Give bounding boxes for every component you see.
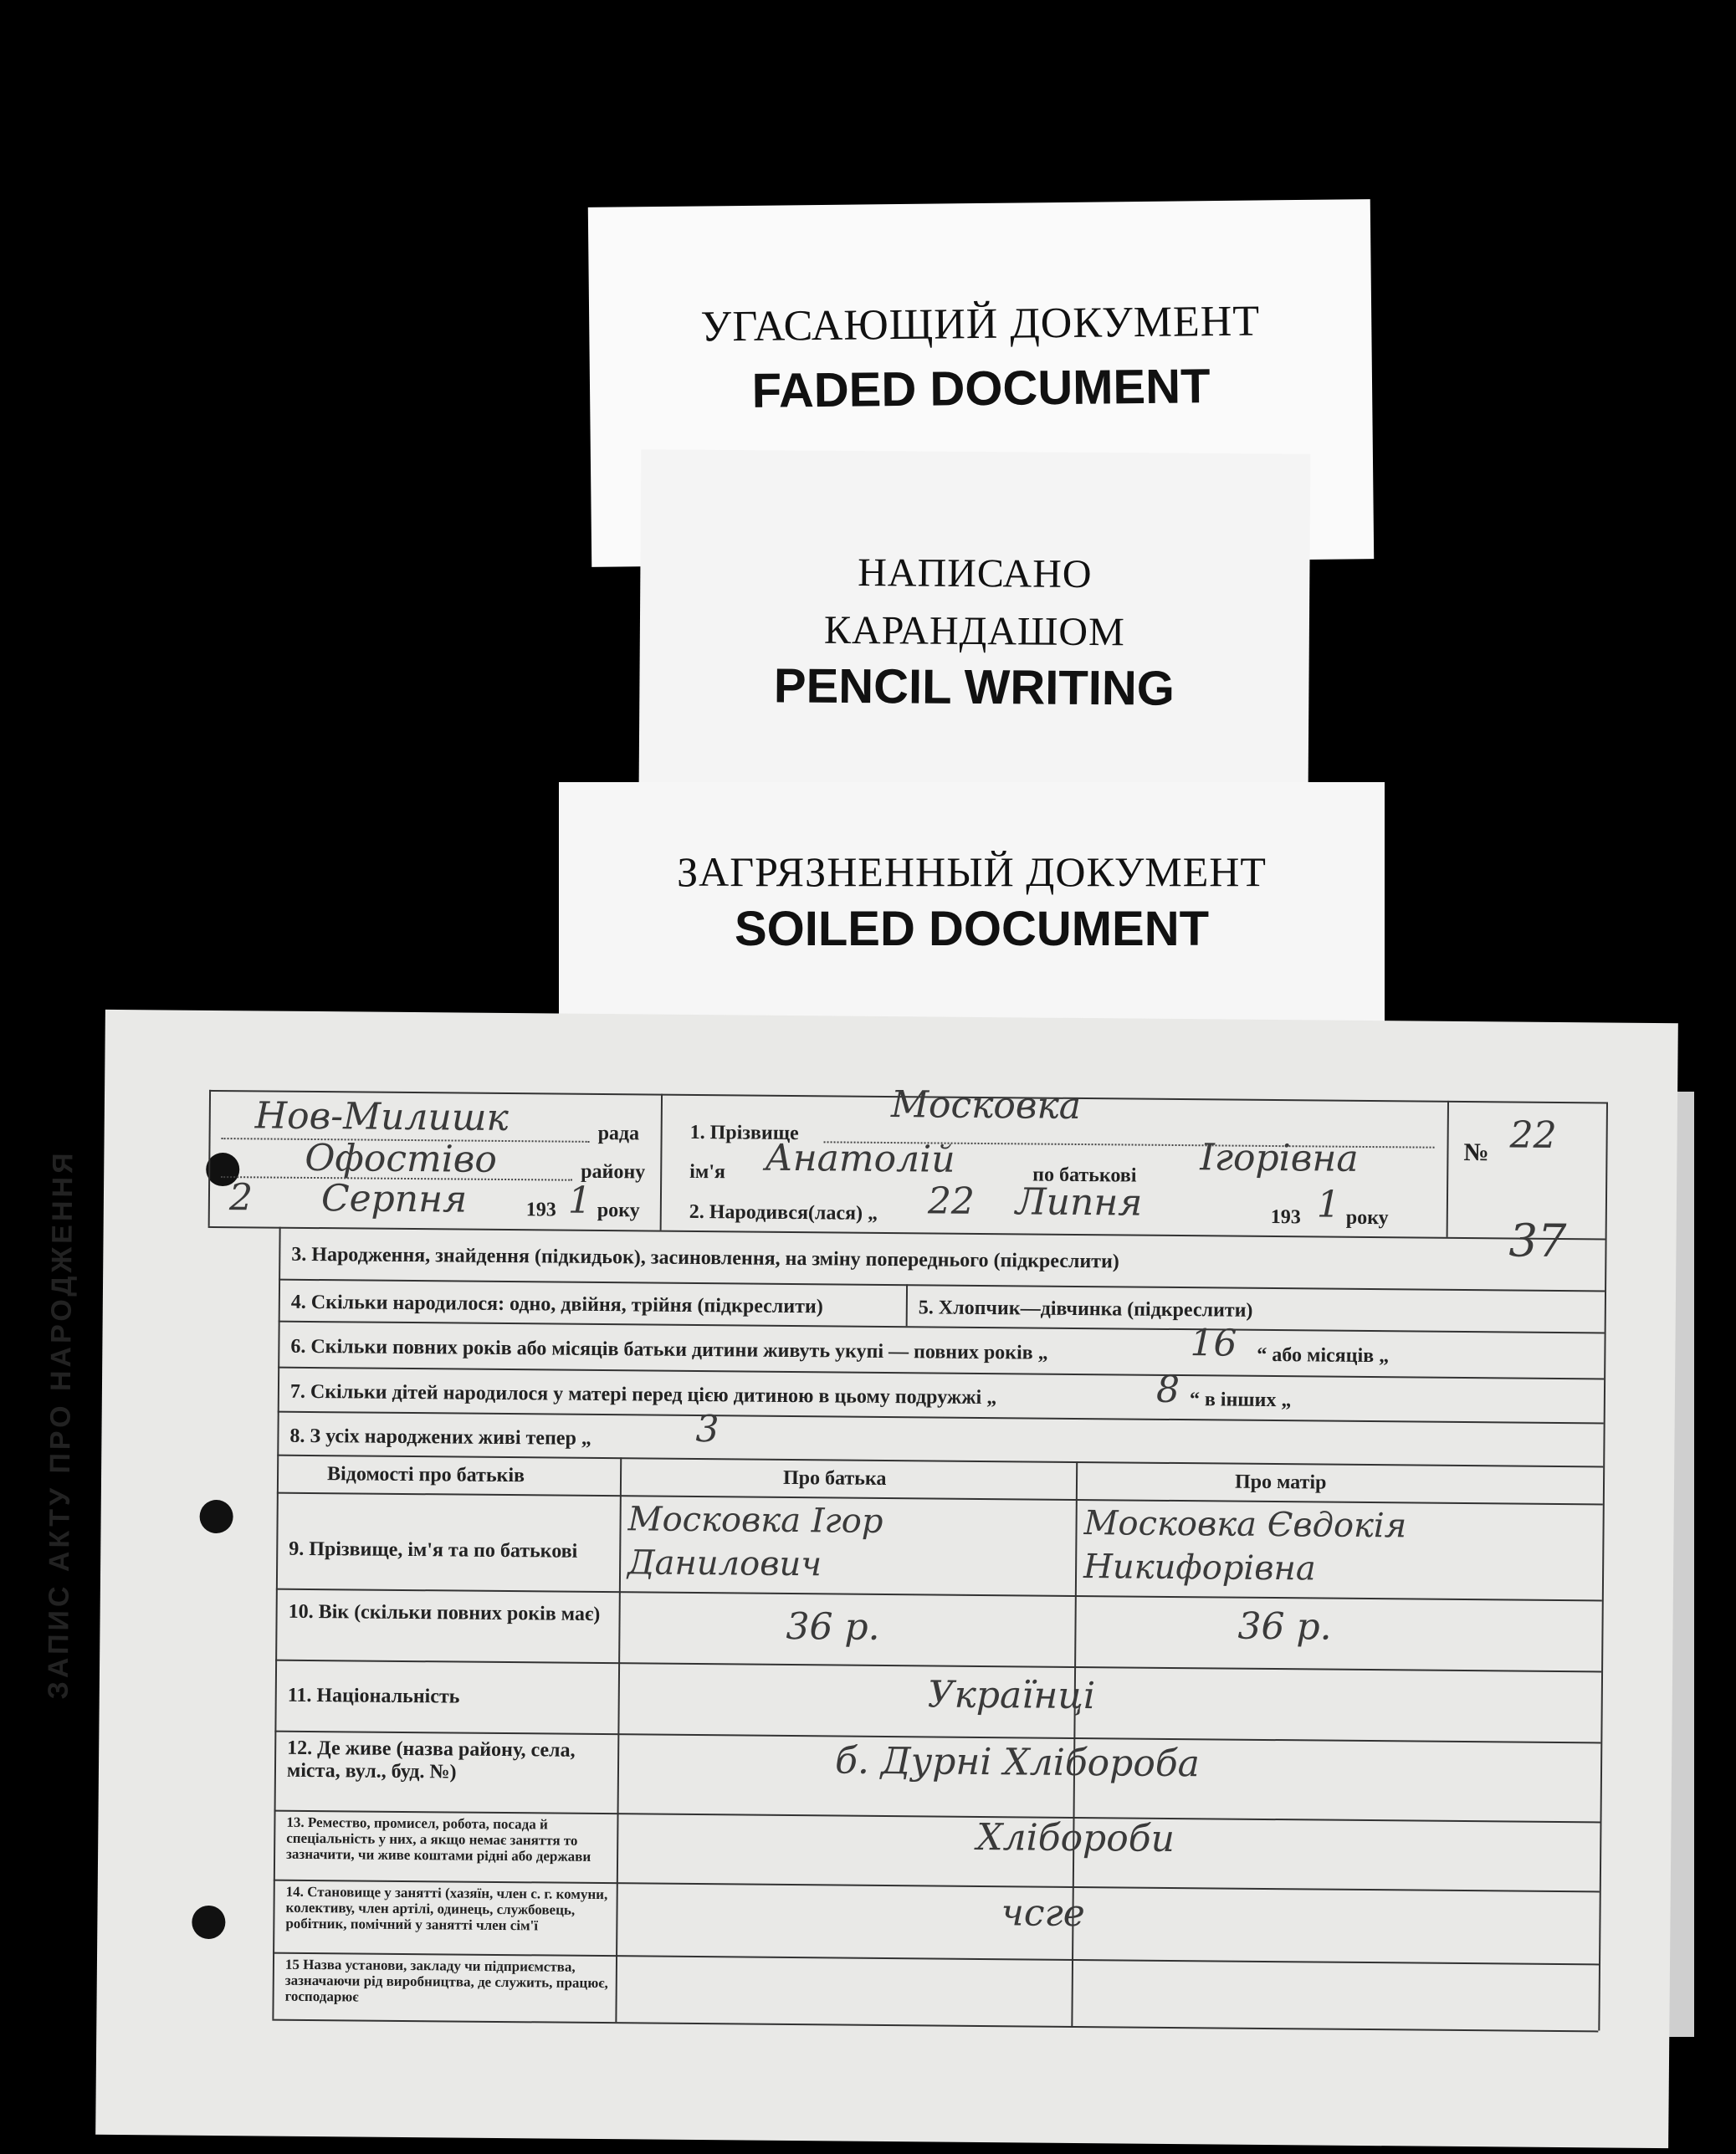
r9-father-handwritten: Московка Ігор Данилович (627, 1500, 883, 1584)
r10-label: 10. Вік (скільки повних років має) (288, 1600, 601, 1626)
raion-label: району (581, 1160, 646, 1184)
born-roku-label: року (1345, 1206, 1389, 1230)
row4-divider (906, 1284, 908, 1326)
row3-line (279, 1279, 1605, 1292)
row7-text: 7. Скільки дітей народилося у матері перед цією дитиною в цьому подружжі „ (289, 1380, 997, 1410)
born-year-label: 193 (1270, 1205, 1301, 1229)
side-title: ЗАПИС АКТУ ПРО НАРОДЖЕННЯ (42, 1149, 79, 1700)
birth-year-handwritten: 1 (1316, 1183, 1341, 1226)
col-father-header: Про батька (782, 1466, 887, 1490)
col-info-header: Відомості про батьків (326, 1463, 525, 1487)
born-label: 2. Народився(лася) „ (689, 1200, 878, 1225)
month-handwritten: Серпня (320, 1177, 468, 1221)
soiled-en-label: SOILED DOCUMENT (734, 902, 1210, 956)
day-handwritten: 2 (228, 1176, 253, 1220)
row6-line (278, 1367, 1604, 1380)
faded-ru-label: УГАСАЮЩИЙ ДОКУМЕНТ (700, 297, 1261, 351)
roku-label: року (597, 1199, 640, 1222)
surname-label: 1. Прізвище (689, 1121, 799, 1145)
raion-handwritten: Офостіво (305, 1136, 498, 1181)
row5-text: 5. Хлопчик—дівчинка (підкреслити) (918, 1297, 1253, 1322)
soiled-ru-label: ЗАГРЯЗНЕННЫЙ ДОКУМЕНТ (677, 848, 1267, 895)
birth-day-handwritten: 22 (927, 1179, 976, 1223)
faded-en-label: FADED DOCUMENT (751, 359, 1211, 418)
r11-label: 11. Національність (287, 1684, 460, 1708)
punch-hole-bottom (192, 1906, 225, 1939)
imya-label: ім'я (689, 1160, 726, 1184)
header-bottom-line (208, 1226, 1605, 1241)
row8-text: 8. З усіх народжених живі тепер „ (289, 1425, 591, 1450)
r13-label: 13. Ремество, промисел, робота, посада й спеціальність у них, а якщо немає заняття то зазначити, чи живе коштами рідні або держави (286, 1814, 591, 1865)
r9-label: 9. Прізвище, ім'я та по батькові (289, 1537, 578, 1563)
col-mother-header: Про матір (1234, 1471, 1327, 1494)
soiled-document-card (559, 782, 1385, 1033)
rada-label: рада (597, 1122, 640, 1145)
r14-handwritten: чсге (1001, 1891, 1086, 1936)
birth-record-form (42, 1010, 1678, 2148)
name-handwritten: Анатолій (765, 1136, 955, 1181)
pencil-writing-card (639, 449, 1311, 789)
r12-label: 12. Де живе (назва району, села, міста, вул., буд. №) (286, 1737, 576, 1783)
r10-mother-handwritten: 36 р. (1237, 1604, 1332, 1649)
patronymic-handwritten: Ігорівна (1200, 1136, 1359, 1180)
year-label: 193 (525, 1199, 556, 1221)
row4-text: 4. Скільки народилося: одно, двійня, трійня (підкреслити) (290, 1291, 823, 1318)
surname-handwritten: Московка (890, 1083, 1082, 1128)
row3-text: 3. Народження, знайдення (підкидьок), засиновлення, на зміну попереднього (підкреслити) (291, 1243, 1119, 1273)
po-batkovi-label: по батькові (1032, 1164, 1137, 1187)
margin-number: 37 (1508, 1214, 1567, 1268)
row7-handwritten: 8 (1155, 1368, 1180, 1412)
row6-handwritten: 16 (1190, 1322, 1237, 1365)
number-handwritten: 22 (1509, 1113, 1557, 1157)
row6-text: 6. Скільки повних років або місяців батьки дитини живуть укупі — повних років „ (290, 1335, 1048, 1364)
pencil-en-label: PENCIL WRITING (773, 658, 1175, 716)
punch-hole-middle (199, 1500, 233, 1533)
row6-tail: “ або місяців „ (1257, 1343, 1390, 1368)
r13-handwritten: Хлібороби (976, 1815, 1175, 1861)
frame-left-body (272, 1227, 280, 2019)
pencil-ru-line1: НАПИСАНО (858, 550, 1093, 596)
header-number-divider (1447, 1101, 1449, 1237)
number-label: № (1463, 1138, 1489, 1167)
row7-tail: “ в інших „ (1189, 1389, 1292, 1412)
r9-mother-handwritten: Московка Євдокія Никифорівна (1083, 1504, 1407, 1589)
r11-handwritten: Українці (927, 1673, 1096, 1718)
pencil-ru-line2: КАРАНДАШОМ (823, 607, 1125, 655)
frame-right (1598, 1102, 1608, 2030)
row4-line (279, 1321, 1605, 1334)
r10-line (275, 1660, 1601, 1673)
r14-label: 14. Становище у занятті (хазяїн, член с. г. комуни, колективу, член артілі, одинець, службовець, робітник, помічний у занятті член сім'ї (285, 1883, 608, 1934)
r10-father-handwritten: 36 р. (786, 1604, 880, 1649)
birth-month-handwritten: Липня (1015, 1180, 1143, 1225)
row8-handwritten: 3 (695, 1408, 719, 1451)
r12-handwritten: б. Дурні Хлібороба (834, 1739, 1201, 1786)
row7-line (278, 1411, 1604, 1425)
r15-label: 15 Назва установи, закладу чи підприємства, зазначаючи рід виробництва, де служить, працює, господарює (284, 1956, 608, 2005)
frame-bottom (272, 2019, 1598, 2033)
year-handwritten: 1 (567, 1179, 592, 1222)
header-divider (660, 1094, 663, 1230)
table-col1-divider (615, 1457, 622, 2022)
rada-handwritten: Нов-Милишк (254, 1094, 510, 1140)
